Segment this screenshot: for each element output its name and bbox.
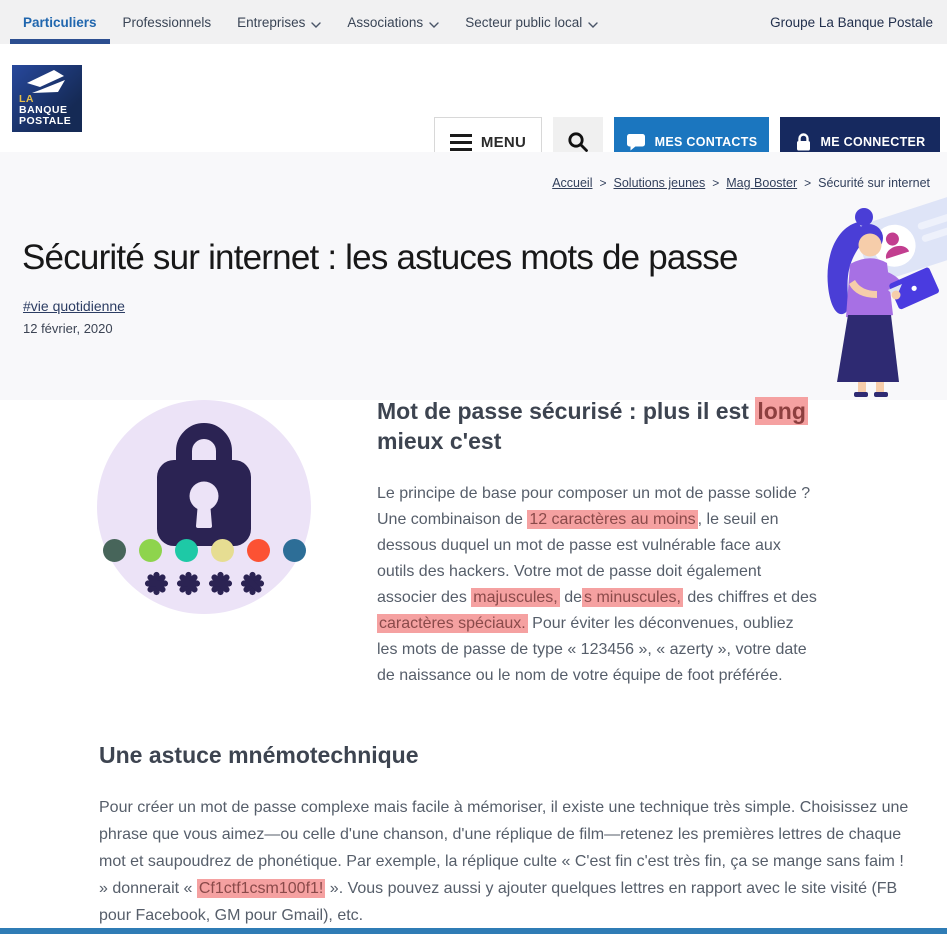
chevron-down-icon <box>429 16 439 31</box>
page-title: Sécurité sur internet : les astuces mots de passe <box>22 238 738 277</box>
breadcrumb-link-mag-booster[interactable]: Mag Booster <box>726 176 798 190</box>
text-segment: , le seuil en dessous duquel un mot de passe est vulnérable face aux outils des hackers. Votre mot de passe doit également associer des <box>377 511 781 606</box>
password-dot <box>103 539 126 562</box>
section-paragraph <box>377 481 817 689</box>
topnav-label: Associations <box>347 14 424 30</box>
main-header <box>0 44 947 152</box>
breadcrumb-separator: > <box>599 176 607 190</box>
group-link[interactable]: Groupe La Banque Postale <box>770 14 933 30</box>
mes-contacts-button[interactable]: MES CONTACTS <box>614 117 769 167</box>
menu-button[interactable]: MENU <box>434 117 542 167</box>
search-icon <box>567 131 589 153</box>
text-segment: Mot de passe sécurisé : plus il est <box>377 398 756 424</box>
woman-laptop-illustration <box>792 192 947 399</box>
password-dot <box>247 539 270 562</box>
breadcrumb-current: Sécurité sur internet <box>818 176 930 190</box>
topnav-label: Particuliers <box>23 14 97 30</box>
padlock-icon <box>154 408 254 548</box>
hero-band <box>0 152 947 400</box>
top-nav <box>0 0 947 44</box>
highlighted-text: 12 caractères au moins <box>529 511 696 528</box>
postal-bird-icon <box>25 69 69 94</box>
tag-link-vie-quotidienne[interactable]: #vie quotidienne <box>23 298 125 314</box>
text-segment: ». Vous pouvez aussi y ajouter quelques lettres en rapport avec le site visité (FB pour Facebook, GM pour Gmail), etc. <box>99 880 898 924</box>
topnav-item-entreprises[interactable] <box>224 0 334 44</box>
password-dot <box>175 539 198 562</box>
text-segment: Pour créer un mot de passe complexe mais facile à mémoriser, il existe une technique très simple. Choisissez une phrase que vous aimez—ou celle d'une chanson, d'une réplique de film—retenez les premières lettres de chaque mot et saupoudrez de phonétique. Par exemple, la réplique culte « C'est fin c'est très fin, ça se mange sans faim ! » donnerait « <box>99 799 909 897</box>
chevron-down-icon <box>311 16 321 31</box>
section-astuce-mnemotechnique <box>99 740 911 929</box>
me-connecter-button[interactable]: ME CONNECTER <box>780 117 940 167</box>
text-segment: mieux c'est <box>377 428 502 454</box>
hamburger-icon <box>450 134 472 151</box>
password-dots <box>97 539 311 562</box>
padlock-illustration <box>97 400 311 614</box>
la-banque-postale-logo[interactable] <box>12 65 82 132</box>
text-segment: Pour éviter les déconvenues, oubliez les mots de passe de type « 123456 », « azerty », votre date de naissance ou le nom de votre équipe de foot préférée. <box>377 615 807 684</box>
password-asterisks <box>97 570 311 597</box>
bottom-accent-bar <box>0 928 947 934</box>
asterisk-icon <box>207 570 234 597</box>
asterisk-icon <box>239 570 266 597</box>
text-segment: des chiffres et des <box>682 589 817 606</box>
password-dot <box>211 539 234 562</box>
breadcrumb-link-solutions-jeunes[interactable]: Solutions jeunes <box>613 176 706 190</box>
section-mot-de-passe-securise <box>377 396 817 689</box>
section-heading: Une astuce mnémotechnique <box>99 742 419 768</box>
password-dot <box>283 539 306 562</box>
article-date: 12 février, 2020 <box>23 321 113 336</box>
topnav-label: Professionnels <box>122 14 212 30</box>
chat-bubble-icon <box>626 133 646 151</box>
topnav-item-professionnels[interactable] <box>110 0 225 44</box>
logo-word: BANQUE <box>19 104 68 116</box>
highlighted-text: long <box>757 398 806 424</box>
text-segment: Le principe de base pour composer un mot de passe solide ? Une combinaison de <box>377 485 811 528</box>
topnav-label: Secteur public local <box>465 14 583 30</box>
highlighted-text: majuscules, <box>473 589 558 606</box>
highlighted-text: caractères spéciaux. <box>379 615 526 632</box>
highlighted-text: Cf1ctf1csm100f1! <box>198 880 324 897</box>
lock-icon <box>795 132 812 152</box>
breadcrumb-link-accueil[interactable]: Accueil <box>552 176 593 190</box>
chevron-down-icon <box>588 16 598 31</box>
topnav-item-associations[interactable] <box>334 0 452 44</box>
breadcrumb-separator: > <box>712 176 720 190</box>
asterisk-icon <box>175 570 202 597</box>
topnav-item-particuliers[interactable] <box>10 0 110 44</box>
topnav-item-secteur-public-local[interactable] <box>452 0 611 44</box>
asterisk-icon <box>143 570 170 597</box>
password-dot <box>139 539 162 562</box>
section-paragraph <box>99 794 911 929</box>
topnav-label: Entreprises <box>237 14 306 30</box>
section-heading <box>377 396 817 456</box>
highlighted-text: s minuscules, <box>584 589 681 606</box>
breadcrumb <box>552 176 930 190</box>
logo-word: LA <box>19 93 34 105</box>
logo-word: POSTALE <box>19 115 72 127</box>
text-segment: de <box>559 589 582 606</box>
breadcrumb-separator: > <box>804 176 812 190</box>
